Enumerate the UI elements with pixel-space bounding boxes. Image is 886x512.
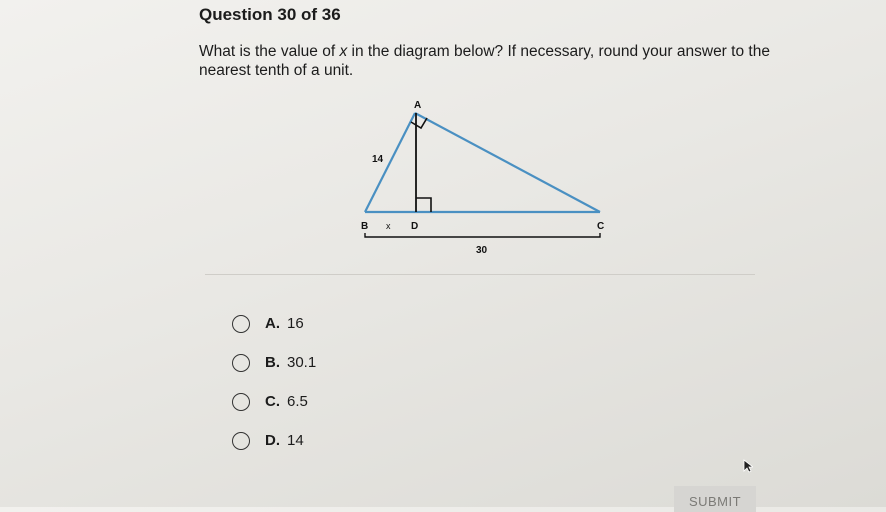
radio-button-icon[interactable] (232, 393, 250, 411)
choice-d[interactable] (232, 421, 316, 460)
side-length-ab-label: 14 (372, 154, 384, 165)
vertex-label-a: A (414, 100, 422, 111)
choice-letter: D. (265, 432, 280, 449)
prompt-text-start: What is the value of (199, 43, 340, 60)
choice-b[interactable] (232, 343, 316, 382)
radio-button-icon[interactable] (232, 432, 250, 450)
choice-text: 16 (287, 315, 304, 332)
choice-text: 6.5 (287, 393, 308, 410)
choice-text: 14 (287, 432, 304, 449)
segment-bd-label: x (386, 221, 391, 231)
choice-letter: A. (265, 315, 280, 332)
side-ac (415, 113, 600, 212)
side-length-bc-label: 30 (476, 245, 488, 256)
submit-button[interactable]: SUBMIT (674, 486, 756, 512)
prompt-text-end: in the diagram below? If necessary, round your answer to the nearest tenth of a unit. (199, 43, 770, 79)
choice-text: 30.1 (287, 354, 317, 371)
choice-letter: B. (265, 354, 280, 371)
divider (205, 274, 755, 275)
vertex-label-d: D (411, 221, 419, 232)
length-bracket-bc (365, 233, 600, 237)
answer-choices (232, 304, 316, 460)
radio-button-icon[interactable] (232, 354, 250, 372)
choice-letter: C. (265, 393, 280, 410)
choice-a[interactable] (232, 304, 316, 343)
mouse-pointer-icon (743, 459, 753, 473)
choice-c[interactable] (232, 382, 316, 421)
radio-button-icon[interactable] (232, 315, 250, 333)
prompt-variable: x (339, 43, 348, 60)
question-title: Question 30 of 36 (199, 5, 341, 24)
right-angle-mark-a (411, 118, 427, 128)
right-angle-mark-d (416, 198, 431, 212)
vertex-label-c: C (597, 221, 605, 232)
vertex-label-b: B (361, 221, 369, 232)
